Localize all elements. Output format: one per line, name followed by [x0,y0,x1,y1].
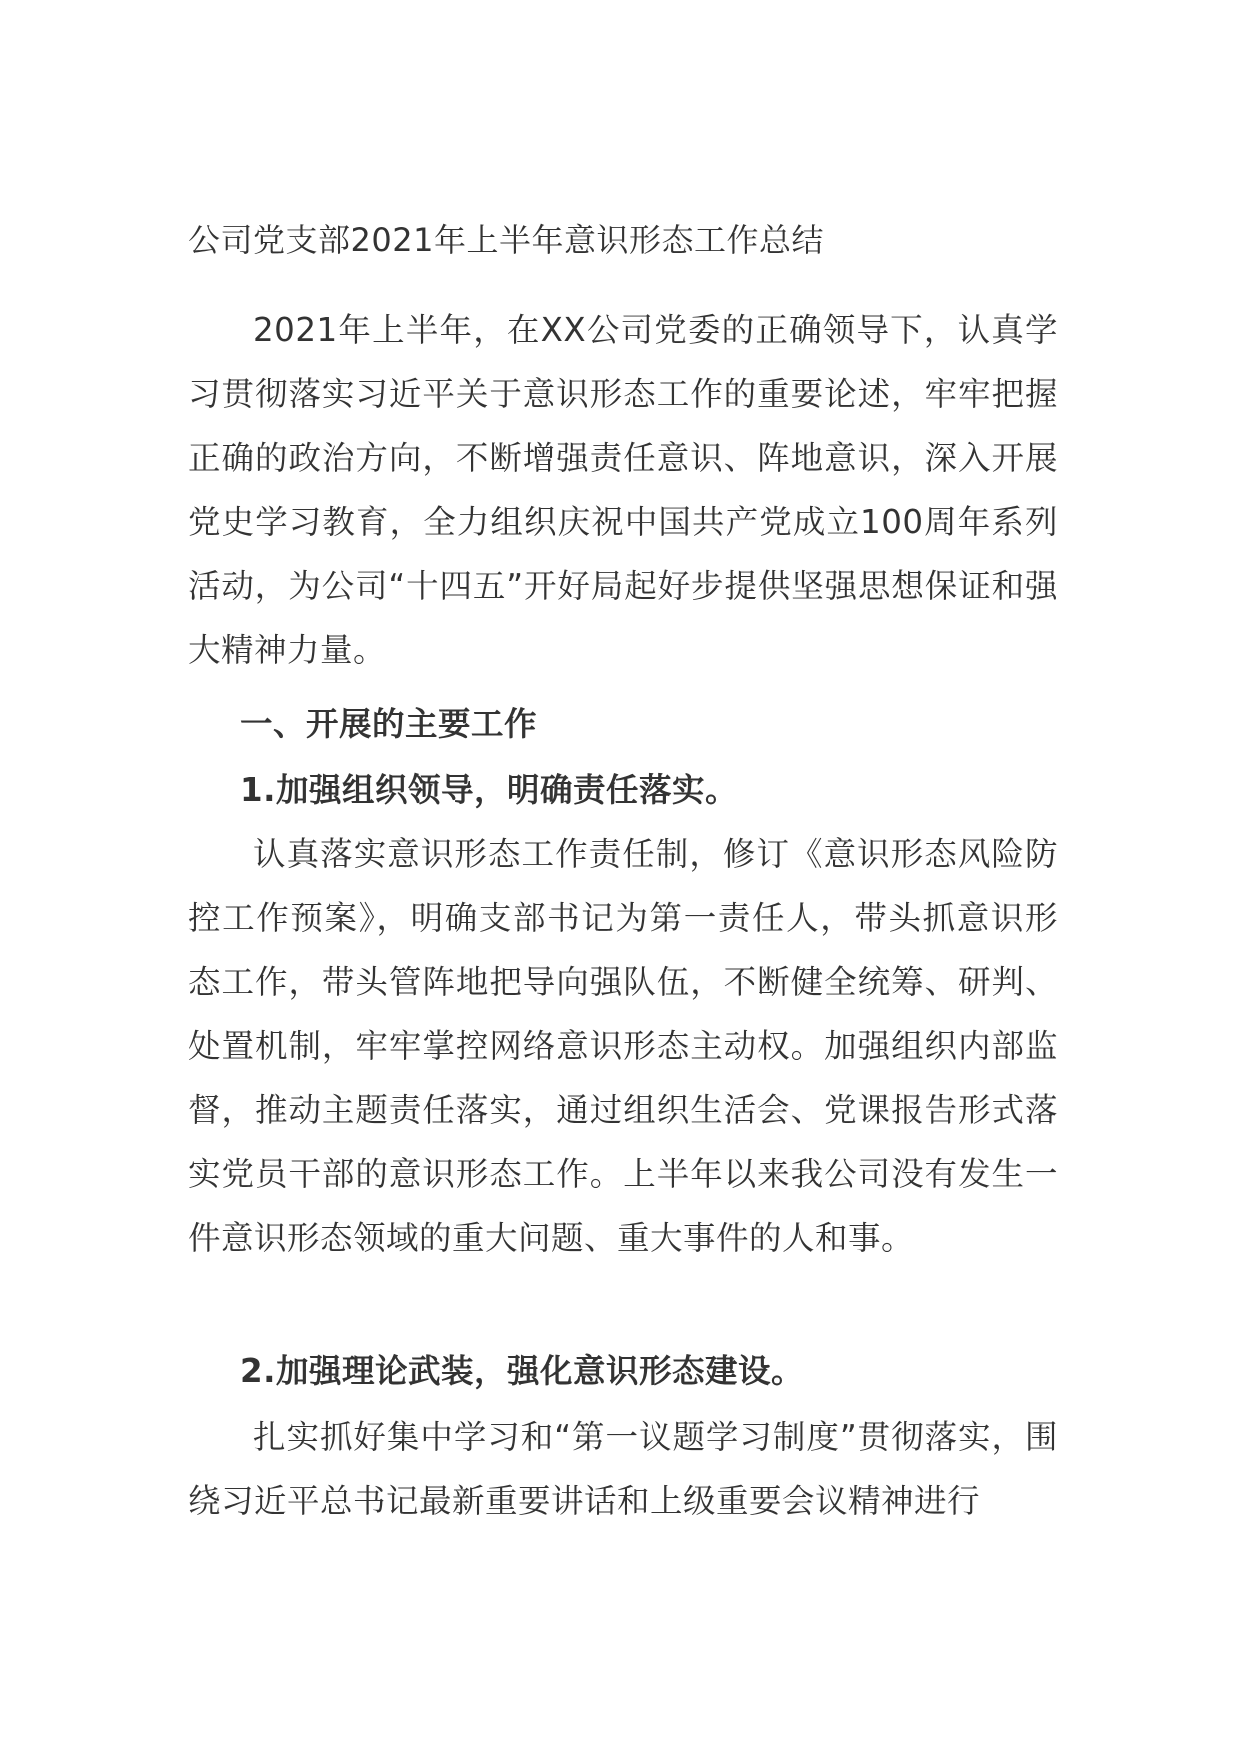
section-heading-main-work: 一、开展的主要工作 [240,705,538,743]
document-title: 公司党支部2021年上半年意识形态工作总结 [188,221,824,259]
document-page [188,0,1058,1754]
paragraph-organization-leadership: 认真落实意识形态工作责任制，修订《意识形态风险防控工作预案》，明确支部书记为第一责任人，带头抓意识形态工作，带头管阵地把导向强队伍，不断健全统筹、研判、处置机制，牢牢掌控网络意识形态主动权。加强组织内部监督，推动主题责任落实，通过组织生活会、党课报告形式落实党员干部的意识形态工作。上半年以来我公司没有发生一件意识形态领域的重大问题、重大事件的人和事。 [188,835,1058,1257]
paragraph-theoretical-arming: 扎实抓好集中学习和“第一议题学习制度”贯彻落实，围绕习近平总书记最新重要讲话和上级重要会议精神进行 [188,1418,1058,1520]
subheading-theoretical-arming: 2.加强理论武装，强化意识形态建设。 [240,1352,804,1390]
intro-paragraph: 2021年上半年，在XX公司党委的正确领导下，认真学习贯彻落实习近平关于意识形态工作的重要论述，牢牢把握正确的政治方向，不断增强责任意识、阵地意识，深入开展党史学习教育，全力组织庆祝中国共产党成立100周年系列活动，为公司“十四五”开好局起好步提供坚强思想保证和强大精神力量。 [188,311,1058,669]
subheading-organization-leadership: 1.加强组织领导，明确责任落实。 [240,771,738,809]
